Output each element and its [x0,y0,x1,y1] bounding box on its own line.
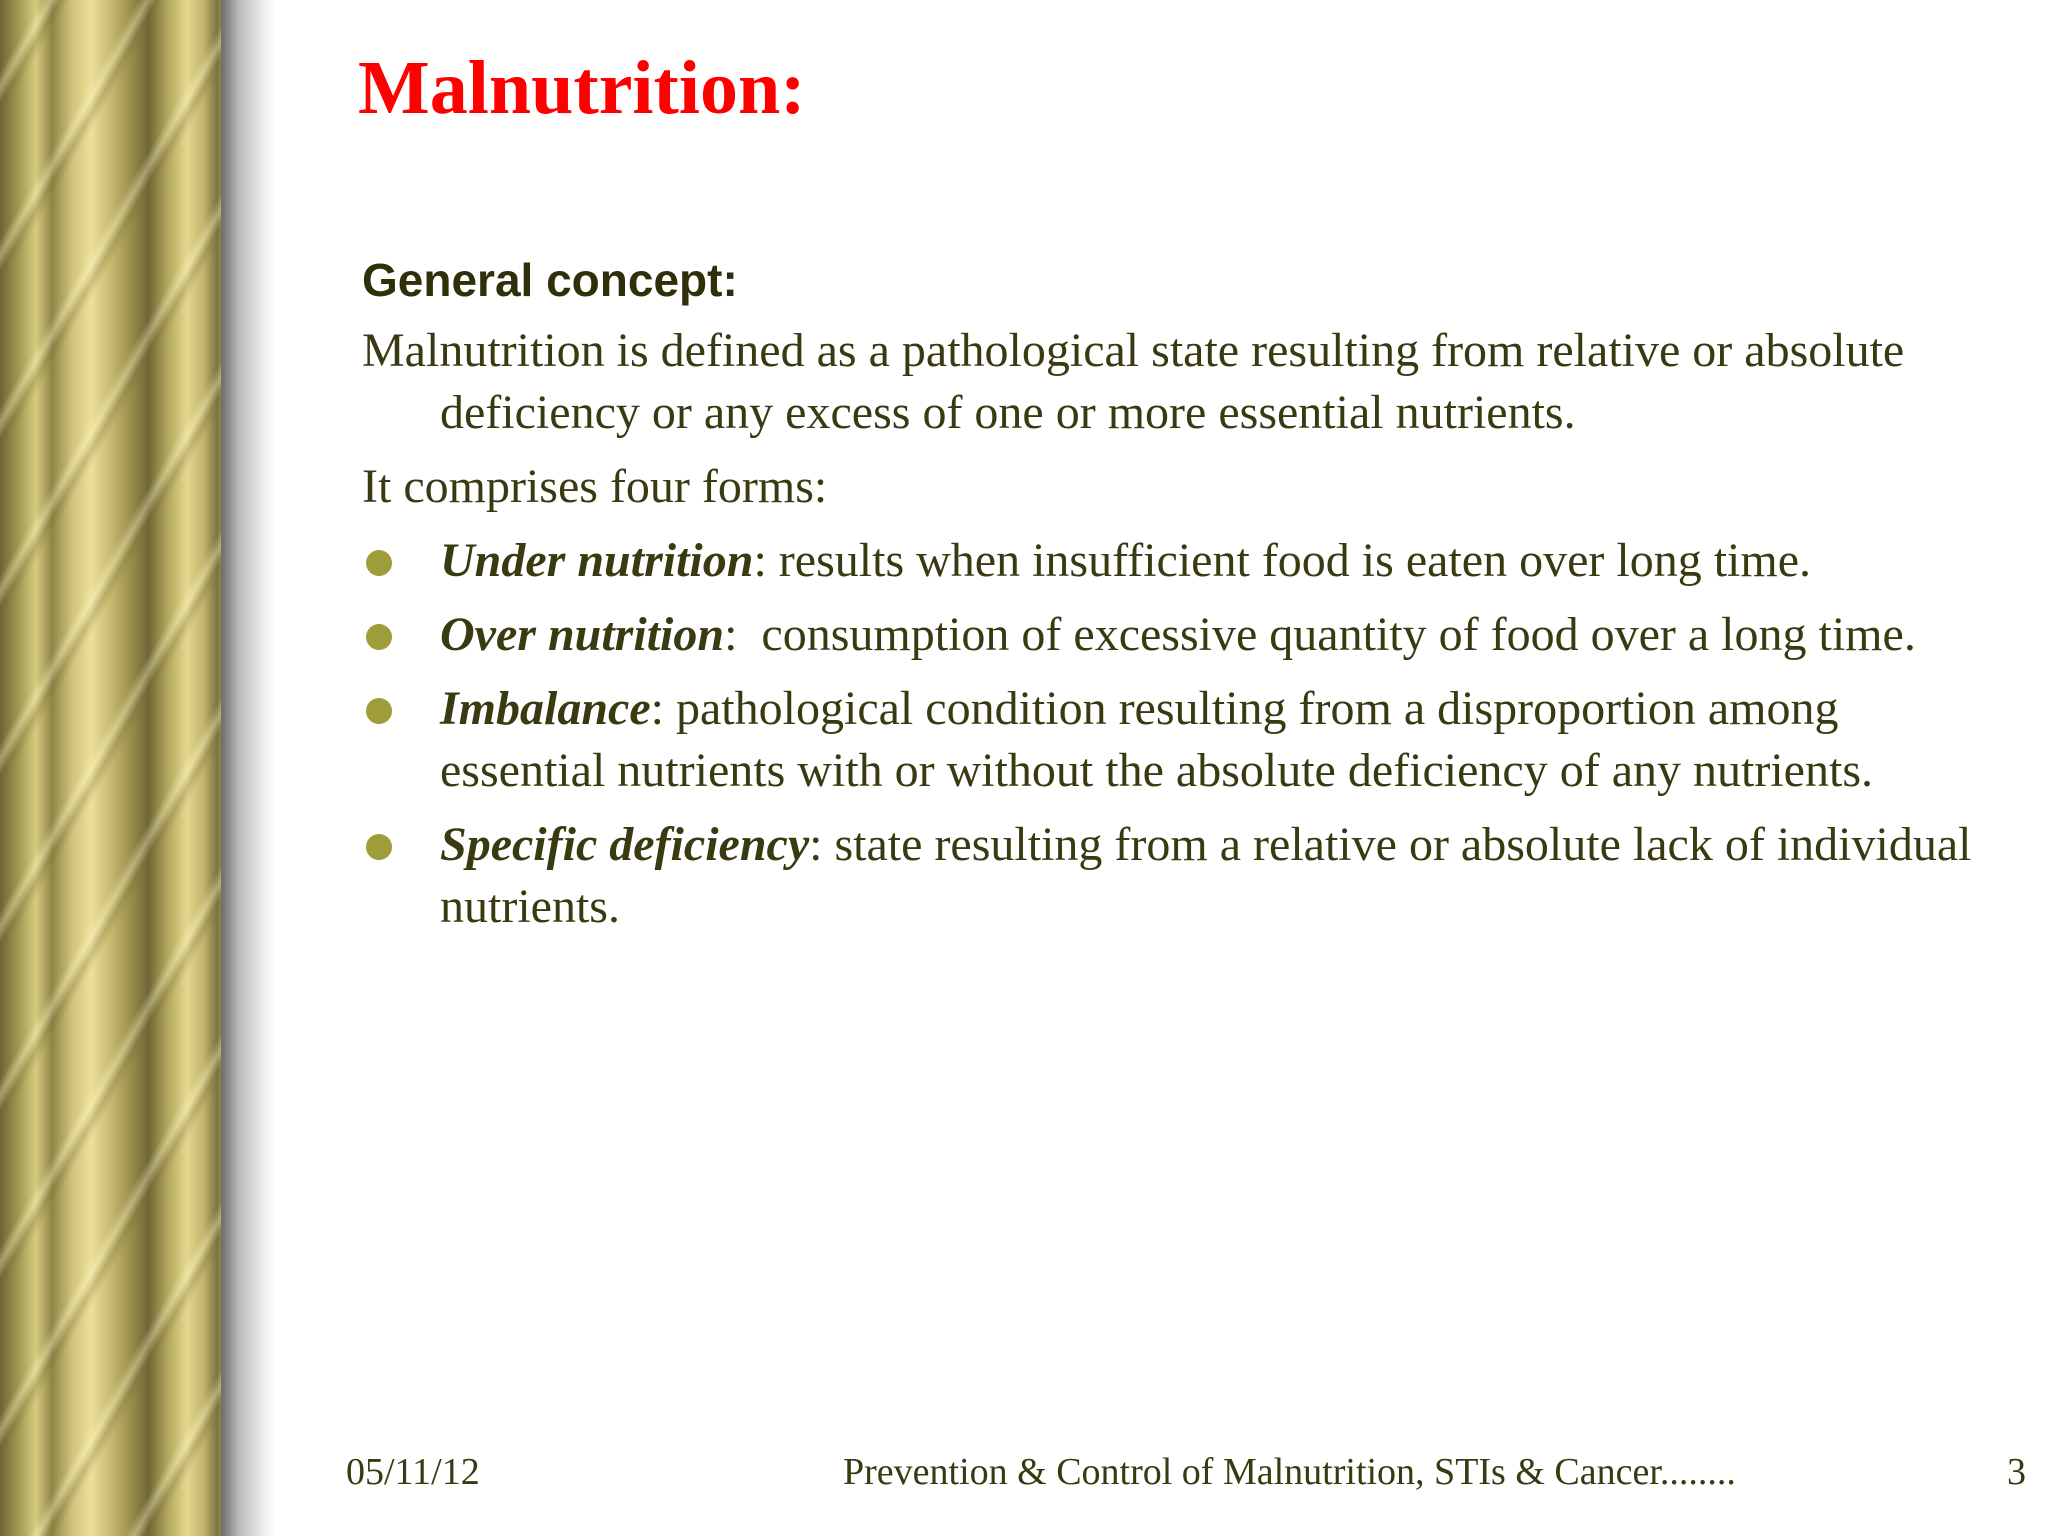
form-term: Over nutrition [440,608,725,661]
bullet-icon [366,624,392,650]
forms-list [362,530,2002,938]
slide-title: Malnutrition: [358,46,806,130]
slide-number: 3 [2007,1451,2026,1493]
pillar-shadow [221,0,275,1536]
definition-paragraph: Malnutrition is defined as a pathological state resulting from relative or absolute deficiency or any excess of one or more essential nutrients. [362,324,1905,439]
form-description: results when insufficient food is eaten over long time. [778,534,1812,587]
term-separator: : [809,818,835,871]
bullet-icon [366,550,392,576]
term-separator: : [724,608,762,661]
list-item [362,530,2002,592]
term-separator: : [650,682,676,735]
form-term: Under nutrition [440,534,754,587]
form-term: Imbalance [440,682,651,735]
intro-paragraph: It comprises four forms: [362,460,828,513]
footer-date: 05/11/12 [346,1451,480,1493]
bullet-icon [366,834,392,860]
form-description: state resulting from a relative or absolute lack of individual nutrients. [440,818,1972,933]
bullet-icon [366,698,392,724]
subheading: General concept: [362,254,738,306]
form-term: Specific deficiency [440,818,810,871]
footer-caption: Prevention & Control of Malnutrition, STIs & Cancer........ [843,1451,1736,1493]
form-description: consumption of excessive quantity of food over a long time. [761,608,1916,661]
list-item [362,814,2002,938]
term-separator: : [753,534,779,587]
slide-body [362,250,2002,950]
list-item [362,678,2002,802]
list-item [362,604,2002,666]
form-description: pathological condition resulting from a disproportion among essential nutrients with or without the absolute deficiency of any nutrients. [440,682,1873,797]
